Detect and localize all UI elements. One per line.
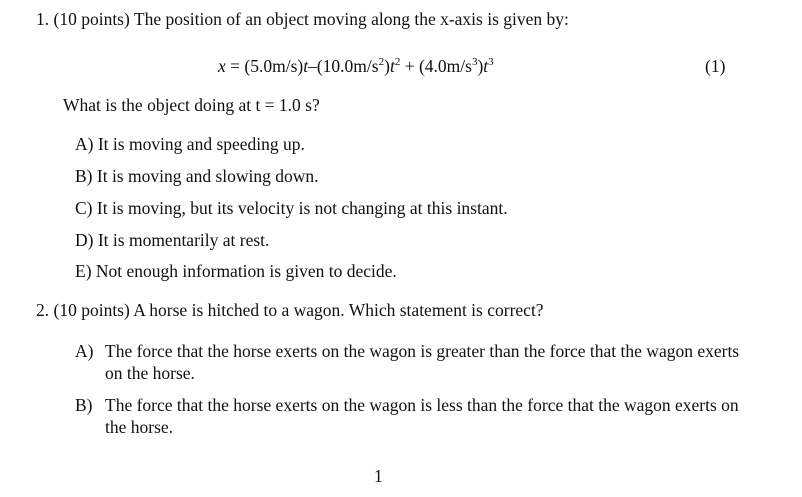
q1-question: What is the object doing at t = 1.0 s? [63,95,320,115]
eq-term3-open: (4.0m/s [418,56,472,76]
q1-header [36,8,569,30]
q1-points: (10 points) [53,9,130,29]
q1-prompt: The position of an object moving along the x-axis is given by: [133,9,569,29]
option-text: It is momentarily at rest. [97,230,270,250]
eq-term2-power: 2 [394,56,401,68]
option-letter: E) [75,261,92,281]
eq-term3-exp: 3 [471,56,478,68]
eq-term3-power: 3 [488,56,494,68]
eq-term1-var: t [303,56,309,76]
eq-term1-coef: (5.0m/s) [244,56,304,76]
page-number: 1 [374,466,383,486]
option-letter: B) [75,395,93,415]
option-letter: A) [75,341,94,361]
q1-option-c [75,197,508,219]
q1-equation [218,55,494,77]
q2-prompt: A horse is hitched to a wagon. Which statement is correct? [133,300,544,320]
option-letter: D) [75,230,94,250]
option-letter: B) [75,166,93,186]
q1-option-d [75,229,269,251]
option-text: The force that the horse exerts on the wagon is less than the force that the wagon exerts on the horse. [105,395,739,437]
option-letter: A) [75,134,94,154]
option-text: It is moving and speeding up. [97,134,305,154]
eq-term2-var: t [389,56,395,76]
q2-points: (10 points) [53,300,130,320]
q1-equation-label: (1) [705,56,726,76]
eq-term2-open: (10.0m/s [316,56,379,76]
eq-term2-close: ) [384,56,390,76]
q1-option-e [75,260,397,282]
q1-option-a [75,133,305,155]
eq-term3-close: ) [477,56,484,76]
eq-op1: – [308,56,317,76]
q2-header [36,299,544,321]
option-text: The force that the horse exerts on the wagon is greater than the force that the wagon exerts on the horse. [105,341,740,383]
eq-term2-exp: 2 [378,56,385,68]
option-text: Not enough information is given to decide. [95,261,397,281]
q1-option-b [75,165,319,187]
eq-op2: + [404,56,415,76]
eq-lhs: x [218,56,226,76]
option-text: It is moving, but its velocity is not changing at this instant. [96,198,508,218]
eq-term3-var: t [483,56,489,76]
option-letter: C) [75,198,93,218]
option-text: It is moving and slowing down. [96,166,319,186]
q1-number: 1. [36,9,50,29]
eq-equals: = [230,56,241,76]
q2-number: 2. [36,300,50,320]
